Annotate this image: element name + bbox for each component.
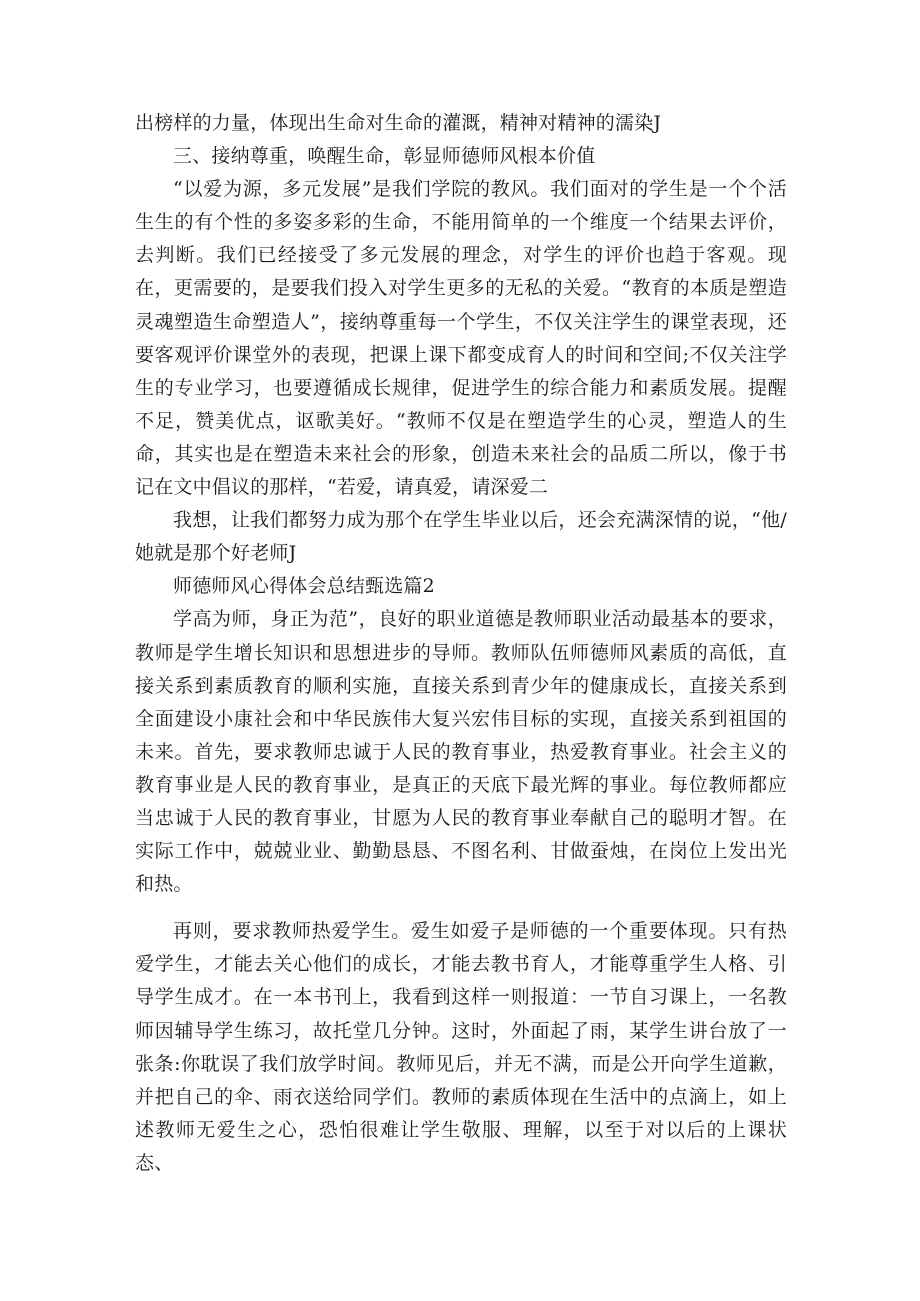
paragraph-love-students: 再则，要求教师热爱学生。爱生如爱子是师德的一个重要体现。只有热爱学生，才能去关心他们的成长，才能去教书育人，才能尊重学生人格、引导学生成才。在一本书刊上，我看到这样一则报道：一节自习课上，一名教师因辅导学生练习，故托堂几分钟。这时，外面起了雨，某学生讲台放了一张条:你耽误了我们放学时间。教师见后，并无不满，而是公开向学生道歉，并把自己的伞、雨衣送给同学们。教师的素质体现在生活中的点滴上，如上述教师无爱生之心，恐怕很难让学生敬服、理解，以至于对以后的上课状态、	[135, 920, 787, 1174]
section-heading-3: 三、接纳尊重，唤醒生命，彰显师德师风根本价值	[173, 145, 596, 168]
paragraph-continuation: 出榜样的力量，体现出生命对生命的灌溉，精神对精神的濡染J	[135, 112, 662, 134]
document-body	[135, 107, 787, 1180]
paragraph-professional-ethics: 学高为师，身正为范”，良好的职业道德是教师职业活动最基本的要求，教师是学生增长知识和思想进步的导师。教师队伍师德师风素质的高低，直接关系到素质教育的顺利实施，直接关系到青少年的健康成长，直接关系到全面建设小康社会和中华民族伟大复兴宏伟目标的实现，直接关系到祖国的未来。首先，要求教师忠诚于人民的教育事业，热爱教育事业。社会主义的教育事业是人民的教育事业，是真正的天底下最光辉的事业。每位教师都应当忠诚于人民的教育事业，甘愿为人民的教育事业奉献自己的聪明才智。在实际工作中，兢兢业业、勤勤恳恳、不图名利、甘做蚕烛，在岗位上发出光和热。	[135, 608, 787, 896]
article-title-2: 师德师风心得体会总结甄选篇2	[173, 575, 435, 598]
paragraph-teaching-style: “以爱为源，多元发展”是我们学院的教风。我们面对的学生是一个个活生生的有个性的多姿多彩的生命，不能用简单的一个维度一个结果去评价，去判断。我们已经接受了多元发展的理念，对学生的评价也趋于客观。现在，更需要的，是要我们投入对学生更多的无私的关爱。“教育的本质是塑造灵魂塑造生命塑造人”，接纳尊重每一个学生，不仅关注学生的课堂表现，还要客观评价课堂外的表现，把课上课下都变成育人的时间和空间;不仅关注学生的专业学习，也要遵循成长规律，促进学生的综合能力和素质发展。提醒不足，赞美优点，讴歌美好。“教师不仅是在塑造学生的心灵，塑造人的生命，其实也是在塑造未来社会的形象，创造未来社会的品质二所以，像于书记在文中倡议的那样，“若爱，请真爱，请深爱二	[135, 178, 787, 499]
paragraph-good-teacher: 我想，让我们都努力成为那个在学生毕业以后，还会充满深情的说，“他/她就是那个好老师J	[135, 509, 787, 565]
